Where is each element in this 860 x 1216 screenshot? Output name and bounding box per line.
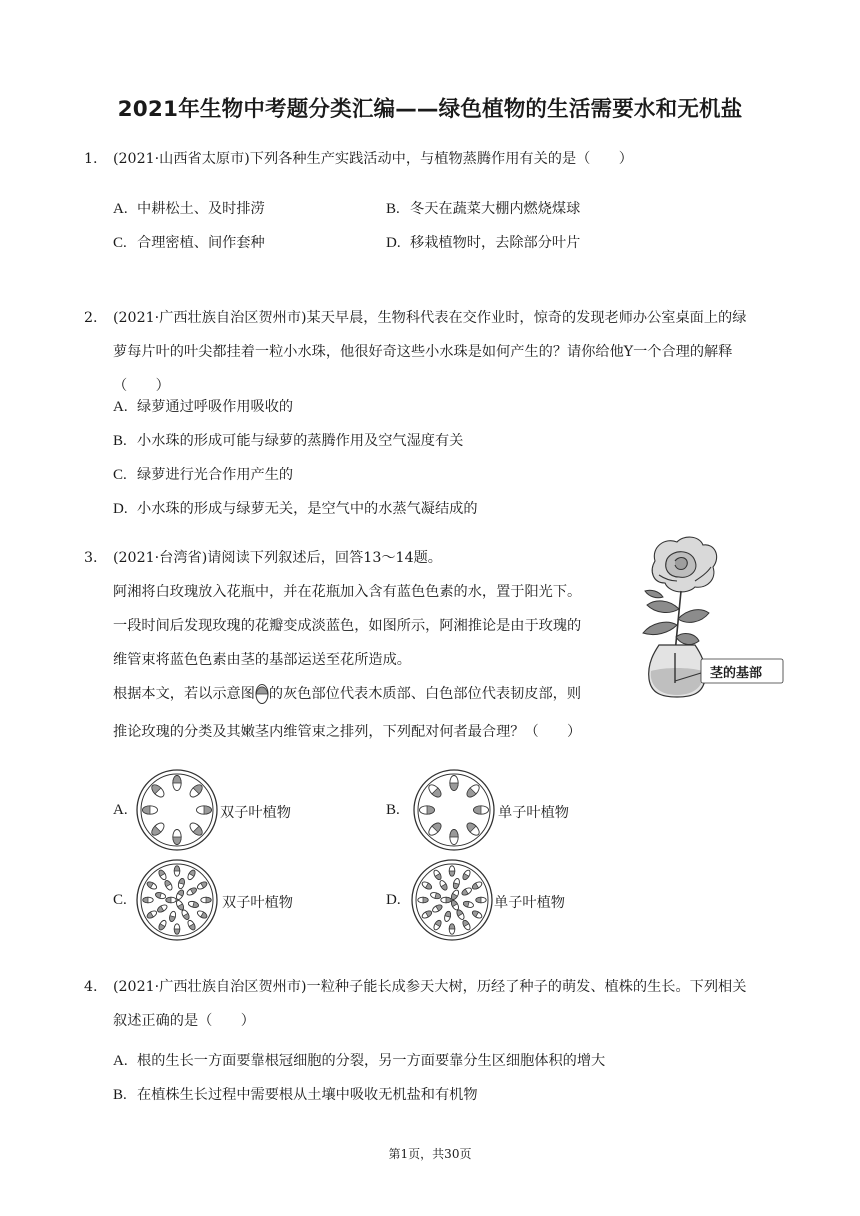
question-stem-line-6: 推论玫瑰的分类及其嫩茎内维管束之排列，下列配对何者最合理？（ ） xyxy=(113,724,582,740)
question-stem-line-5: 根据本文，若以示意图 的灰色部位代表木质部、白色部位代表韧皮部，则 xyxy=(113,677,623,711)
option-b[interactable]: B. 在植株生长过程中需要根从土壤中吸收无机盐和有机物 xyxy=(113,1087,478,1103)
question-stem-line-4: 维管束将蓝色色素由茎的基部运送至花所造成。 xyxy=(113,652,411,668)
question-stem-line-3: （ ） xyxy=(113,378,170,394)
stem-cross-section-ring-icon xyxy=(412,768,496,852)
document-title: 2021年生物中考题分类汇编——绿色植物的生活需要水和无机盐 xyxy=(117,97,743,122)
option-d[interactable]: D. 小水珠的形成与绿萝无关，是空气中的水蒸气凝结成的 xyxy=(113,501,478,517)
question-stem-line-2: 叙述正确的是（ ） xyxy=(113,1013,255,1029)
option-b[interactable]: B. 冬天在蔬菜大棚内燃烧煤球 xyxy=(386,201,581,217)
stem-cross-section-scattered-icon xyxy=(410,858,494,942)
option-a[interactable]: A. xyxy=(113,802,128,818)
stem-cross-section-ring-icon xyxy=(135,768,219,852)
option-a-label: 双子叶植物 xyxy=(220,805,291,821)
option-a[interactable]: A. 中耕松土、及时排涝 xyxy=(113,201,265,217)
question-stem: (2021·山西省太原市)下列各种生产实践活动中，与植物蒸腾作用有关的是（ ） xyxy=(113,151,633,167)
option-a[interactable]: A. 根的生长一方面要靠根冠细胞的分裂，另一方面要靠分生区细胞体积的增大 xyxy=(113,1053,606,1069)
question-3 xyxy=(84,541,624,751)
question-stem-line-3: 一段时间后发现玫瑰的花瓣变成淡蓝色，如图所示，阿湘推论是由于玫瑰的 xyxy=(113,618,582,634)
question-stem-line-1: (2021·广西壮族自治区贺州市)一粒种子能长成参天大树，历经了种子的萌发、植株的生长。下列相关 xyxy=(113,979,747,995)
option-b-label: 单子叶植物 xyxy=(498,805,569,821)
question-number: 4. xyxy=(84,979,98,995)
option-a[interactable]: A. 绿萝通过呼吸作用吸收的 xyxy=(113,399,294,415)
option-c[interactable]: C. 绿萝进行光合作用产生的 xyxy=(113,467,294,483)
bundle-icon xyxy=(255,683,269,705)
option-c-label: 双子叶植物 xyxy=(222,895,293,911)
question-stem-line-1: (2021·台湾省)请阅读下列叙述后，回答13～14题。 xyxy=(113,550,442,566)
option-c[interactable]: C. xyxy=(113,892,127,908)
option-d[interactable]: D. 移栽植物时，去除部分叶片 xyxy=(386,235,581,251)
question-number: 3. xyxy=(84,550,98,566)
question-number: 1. xyxy=(84,151,98,167)
question-stem-line-2: 阿湘将白玫瑰放入花瓶中，并在花瓶加入含有蓝色色素的水，置于阳光下。 xyxy=(113,584,582,600)
option-d-label: 单子叶植物 xyxy=(494,895,565,911)
stem-cross-section-scattered-icon xyxy=(135,858,219,942)
page-footer: 第1页，共30页 xyxy=(388,1147,472,1161)
figure-label: 茎的基部 xyxy=(710,666,763,681)
option-b[interactable]: B. 小水珠的形成可能与绿萝的蒸腾作用及空气湿度有关 xyxy=(113,433,464,449)
option-c[interactable]: C. 合理密植、间作套种 xyxy=(113,235,265,251)
rose-in-vase-figure xyxy=(625,533,790,703)
option-b[interactable]: B. xyxy=(386,802,400,818)
question-2 xyxy=(84,301,784,411)
question-4 xyxy=(84,970,784,1050)
question-number: 2. xyxy=(84,310,98,326)
question-stem-line-2: 萝每片叶的叶尖都挂着一粒小水珠，他很好奇这些小水珠是如何产生的？请你给他Y一个合理的解释 xyxy=(113,344,733,360)
option-d[interactable]: D. xyxy=(386,892,401,908)
question-stem-line-1: (2021·广西壮族自治区贺州市)某天早晨，生物科代表在交作业时，惊奇的发现老师办公室桌面上的绿 xyxy=(113,310,747,326)
